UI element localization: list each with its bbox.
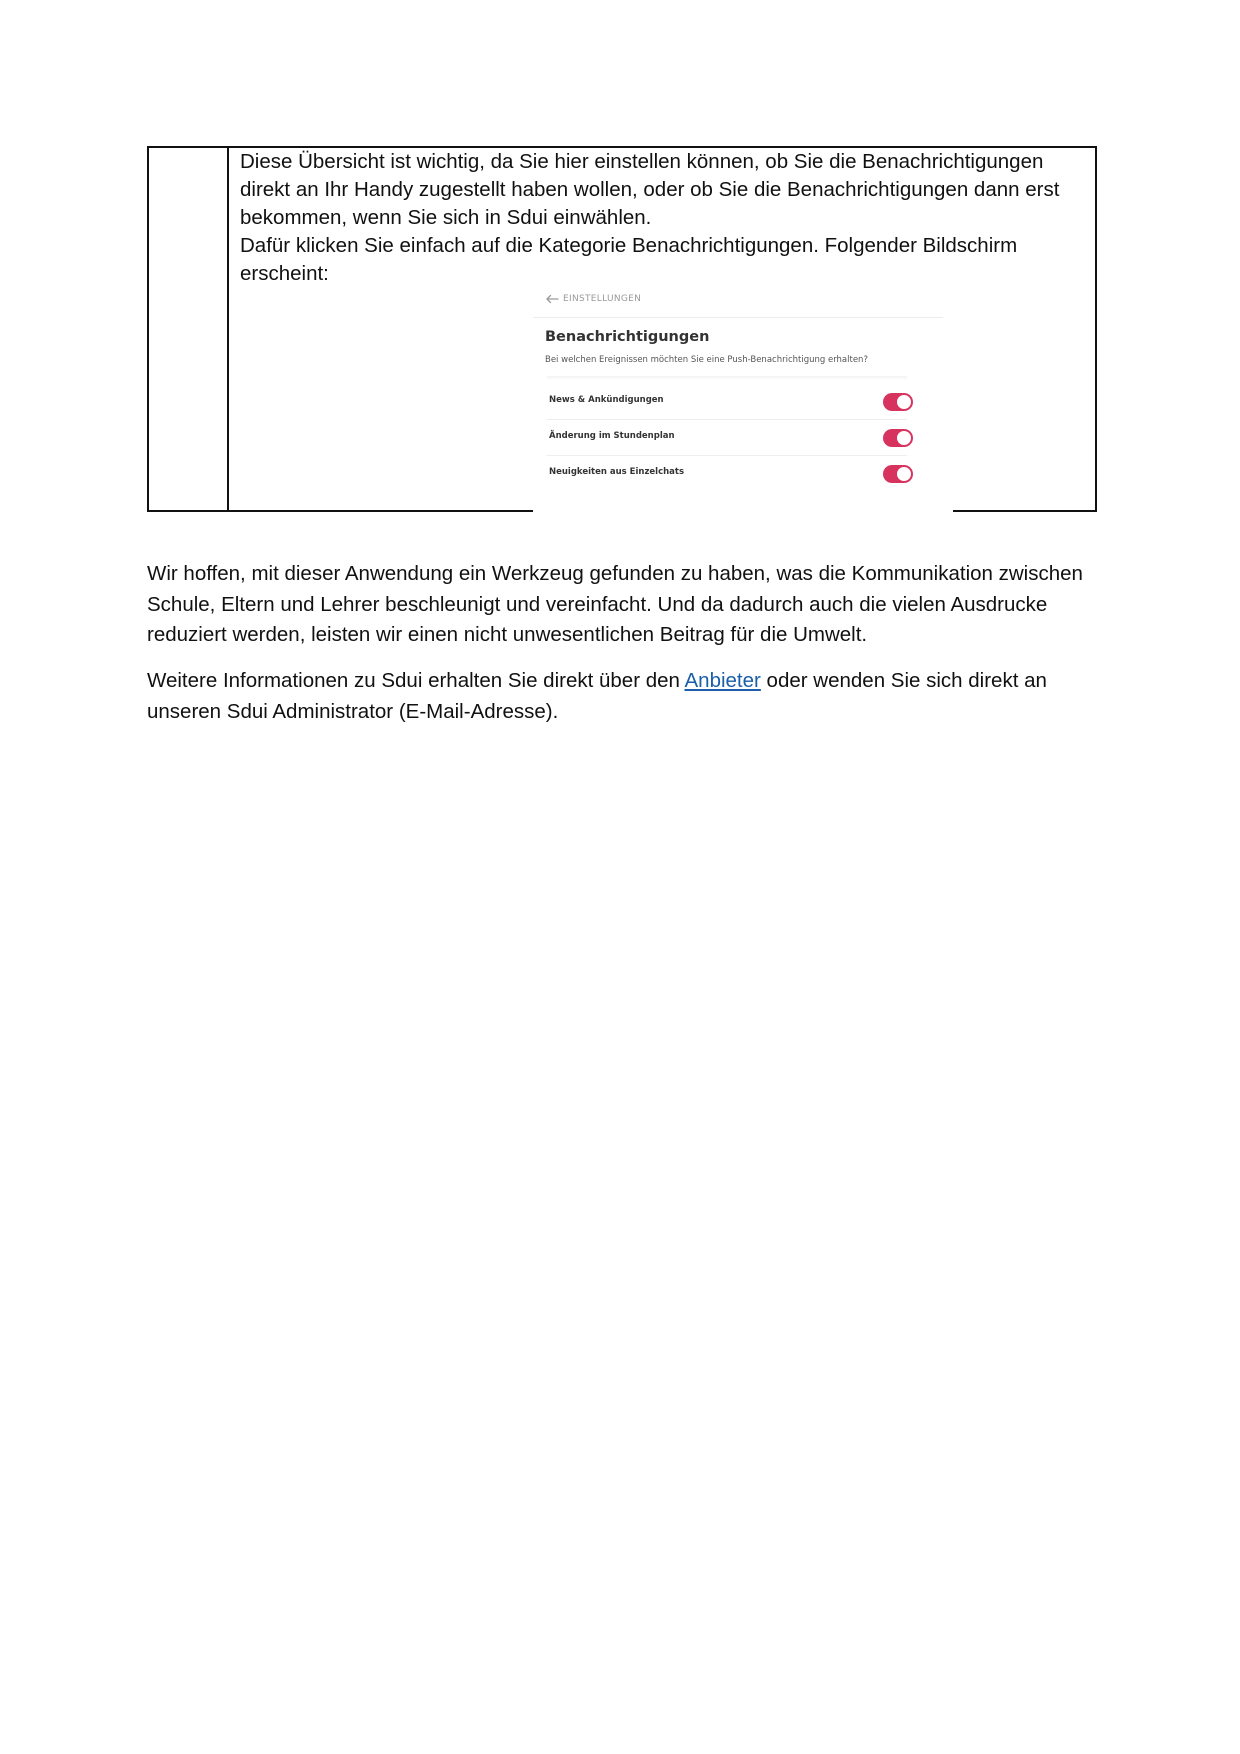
notification-settings-screenshot <box>533 288 953 516</box>
toggle-knob <box>897 395 911 409</box>
back-label: EINSTELLUNGEN <box>563 294 642 304</box>
table-paragraph-instruction: Dafür klicken Sie einfach auf die Kategorie Benachrichtigungen. Folgender Bildschirm erscheint: <box>240 234 1018 285</box>
arrow-left-icon <box>545 294 559 304</box>
toggle-timetable[interactable] <box>883 429 913 447</box>
closing-paragraph: Wir hoffen, mit dieser Anwendung ein Werkzeug gefunden zu haben, was die Kommunikation zwischen Schule, Eltern und Lehrer beschleunigt und vereinfacht. Und da dadurch auch die vielen Ausdrucke reduziert werden, leisten wir einen nicht unwesentlichen Beitrag für die Umwelt. <box>147 562 1083 646</box>
toggle-knob <box>897 431 911 445</box>
setting-label-news: News & Ankündigungen <box>549 395 664 405</box>
contact-paragraph <box>147 666 1097 727</box>
table-right-cell <box>229 148 1095 510</box>
provider-link[interactable]: Anbieter <box>684 669 761 692</box>
setting-row-timetable <box>547 420 907 456</box>
toggle-chats[interactable] <box>883 465 913 483</box>
setting-row-chats <box>547 456 907 492</box>
contact-text-after: oder wenden Sie sich direkt an unseren Sdui Administrator (E-Mail-Adresse). <box>147 669 1047 723</box>
screen-subtitle: Bei welchen Ereignissen möchten Sie eine Push-Benachrichtigung erhalten? <box>545 355 868 365</box>
screen-title: Benachrichtigungen <box>545 329 710 345</box>
setting-label-timetable: Änderung im Stundenplan <box>549 431 675 441</box>
contact-text-before: Weitere Informationen zu Sdui erhalten Sie direkt über den <box>147 669 685 692</box>
header-divider <box>533 317 943 318</box>
setting-label-chats: Neuigkeiten aus Einzelchats <box>549 467 685 477</box>
setting-row-news <box>547 384 907 420</box>
table-paragraph-overview: Diese Übersicht ist wichtig, da Sie hier einstellen können, ob Sie die Benachrichtigungen direkt an Ihr Handy zugestellt haben wollen, oder ob Sie die Benachrichtigungen dann erst bekommen, wenn Sie sich in Sdui einwählen. <box>240 150 1060 229</box>
table-left-cell <box>149 148 229 510</box>
toggle-news[interactable] <box>883 393 913 411</box>
back-link[interactable] <box>545 294 641 304</box>
list-top-shadow <box>547 376 907 380</box>
table-cell-text <box>240 148 1090 288</box>
toggle-knob <box>897 467 911 481</box>
info-table <box>147 146 1097 512</box>
